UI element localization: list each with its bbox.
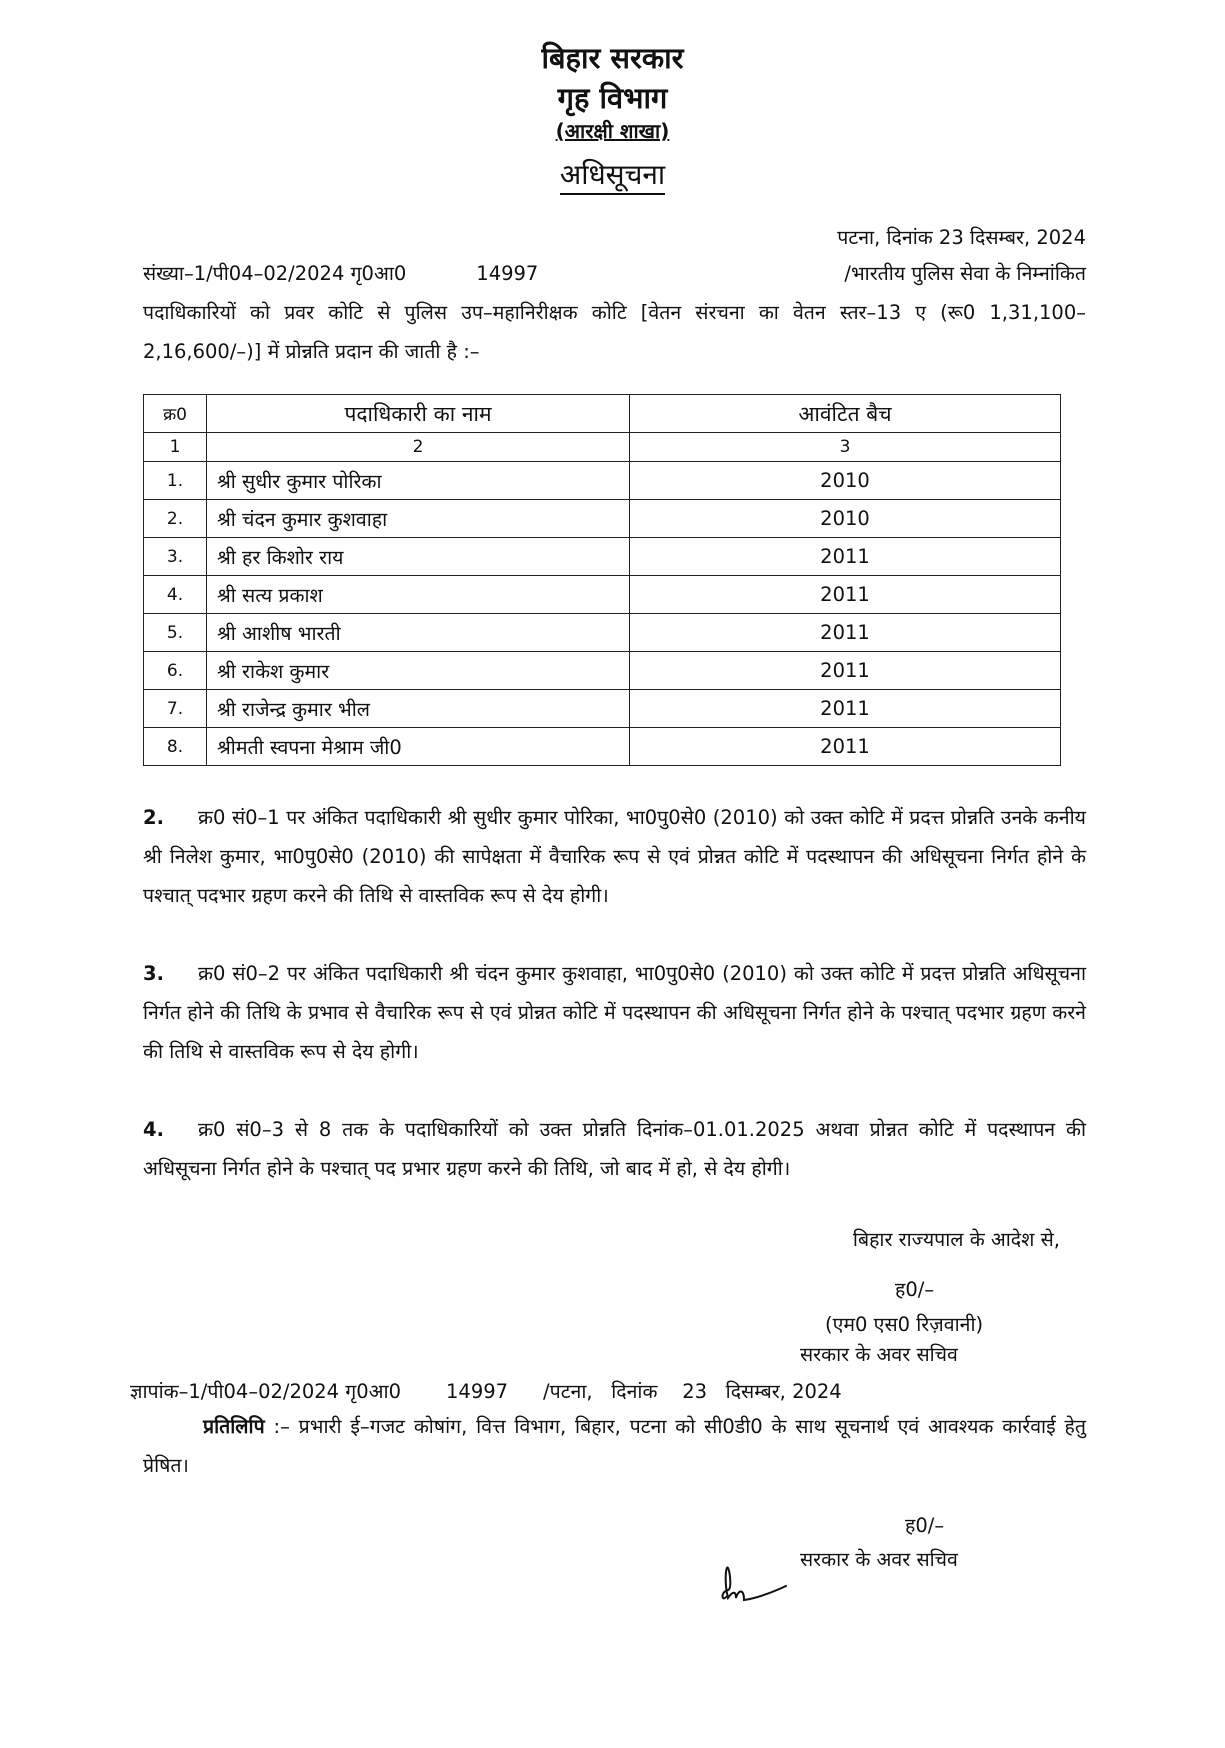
order-by-line: बिहार राज्यपाल के आदेश से, xyxy=(852,1228,1060,1251)
branch-name: (आरक्षी शाखा) xyxy=(555,119,670,143)
promotion-table xyxy=(143,394,1061,766)
paragraph-3: 3. क्र0 सं0–2 पर अंकित पदाधिकारी श्री चंदन कुमार कुशवाहा, भा0पु0से0 (2010) को उक्त कोटि में प्रदत्त प्रोन्नति अधिसूचना निर्गत होने की तिथि के प्रभाव से वैचारिक रूप से एवं प्रोन्नत कोटि में पदस्थापन की अधिसूचना निर्गत होने के पश्चात् पदभार ग्रहण करने की तिथि से वास्तविक रूप से देय होगी। xyxy=(143,962,1086,1063)
document-title: अधिसूचना xyxy=(0,156,1225,194)
signatory-designation-2: सरकार के अवर सचिव xyxy=(800,1548,958,1571)
signed-mark-1: ह0/– xyxy=(895,1278,935,1301)
copy-paragraph: प्रतिलिपि :– प्रभारी ई–गजट कोषांग, वित्त विभाग, बिहार, पटना को सी0डी0 के साथ सूचनार्थ एवं आवश्यक कार्रवाई हेतु प्रेषित। xyxy=(143,1415,1086,1477)
intro-paragraph: संख्या–1/पी04–02/2024 गृ0आ0 14997 /भारतीय पुलिस सेवा के निम्नांकित पदाधिकारियों को प्रवर कोटि से पुलिस उप–महानिरीक्षक कोटि [वेतन संरचना का वेतन स्तर–13 ए (रू0 1,31,100– 2,16,600/–)] में प्रोन्नति प्रदान की जाती है :– xyxy=(143,254,1086,371)
column-number-row: 1 2 3 xyxy=(144,433,1061,462)
header-sn: क्र0 xyxy=(144,395,207,433)
table-header-row xyxy=(144,395,1061,433)
table-row: 4. श्री सत्य प्रकाश 2011 xyxy=(144,576,1061,614)
paragraph-4: 4. क्र0 सं0–3 से 8 तक के पदाधिकारियों को उक्त प्रोन्नति दिनांक–01.01.2025 अथवा प्रोन्नत कोटि में पदस्थापन की अधिसूचना निर्गत होने के पश्चात् पद प्रभार ग्रहण करने की तिथि, जो बाद में हो, से देय होगी। xyxy=(143,1118,1086,1180)
memo-place-date: /पटना, दिनांक 23 दिसम्बर, 2024 xyxy=(543,1380,842,1403)
dispatch-number: 14997 xyxy=(476,262,539,285)
signatory-designation-1: सरकार के अवर सचिव xyxy=(800,1343,958,1366)
department-name: गृह विभाग xyxy=(557,81,668,115)
intro-text: पदाधिकारियों को प्रवर कोटि से पुलिस उप–महानिरीक्षक कोटि [वेतन संरचना का वेतन स्तर–13 ए (रू0 1,31,100– 2,16,600/–)] में प्रोन्नति प्रदान की जाती है :– xyxy=(143,301,1086,363)
table-row: 1. श्री सुधीर कुमार पोरिका 2010 xyxy=(144,462,1061,500)
table-row: 2. श्री चंदन कुमार कुशवाहा 2010 xyxy=(144,500,1061,538)
table-row: 7. श्री राजेन्द्र कुमार भील 2011 xyxy=(144,690,1061,728)
dateline: पटना, दिनांक 23 दिसम्बर, 2024 xyxy=(837,226,1086,249)
table-row: 5. श्री आशीष भारती 2011 xyxy=(144,614,1061,652)
paragraph-2: 2. क्र0 सं0–1 पर अंकित पदाधिकारी श्री सुधीर कुमार पोरिका, भा0पु0से0 (2010) को उक्त कोटि में प्रदत्त प्रोन्नति उनके कनीय श्री निलेश कुमार, भा0पु0से0 (2010) की सापेक्षता में वैचारिक रूप से एवं प्रोन्नत कोटि में पदस्थापन की अधिसूचना निर्गत होने के पश्चात् पदभार ग्रहण करने की तिथि से वास्तविक रूप से देय होगी। xyxy=(143,806,1086,907)
memo-reference: ज्ञापांक–1/पी04–02/2024 गृ0आ0 xyxy=(130,1380,401,1403)
signed-mark-2: ह0/– xyxy=(905,1514,945,1537)
memo-number: 14997 xyxy=(446,1380,509,1403)
signatory-name: (एम0 एस0 रिज़वानी) xyxy=(825,1313,984,1336)
memo-line xyxy=(130,1372,1080,1411)
copy-label: प्रतिलिपि xyxy=(203,1415,265,1438)
table-row: 3. श्री हर किशोर राय 2011 xyxy=(144,538,1061,576)
header-batch: आवंटित बैच xyxy=(630,395,1061,433)
handwritten-signature-icon xyxy=(718,1562,798,1617)
header-name: पदाधिकारी का नाम xyxy=(207,395,630,433)
table-row: 6. श्री राकेश कुमार 2011 xyxy=(144,652,1061,690)
reference-number: संख्या–1/पी04–02/2024 गृ0आ0 xyxy=(143,262,407,285)
government-name: बिहार सरकार xyxy=(541,41,684,75)
table-row: 8. श्रीमती स्वपना मेश्राम जी0 2011 xyxy=(144,728,1061,766)
